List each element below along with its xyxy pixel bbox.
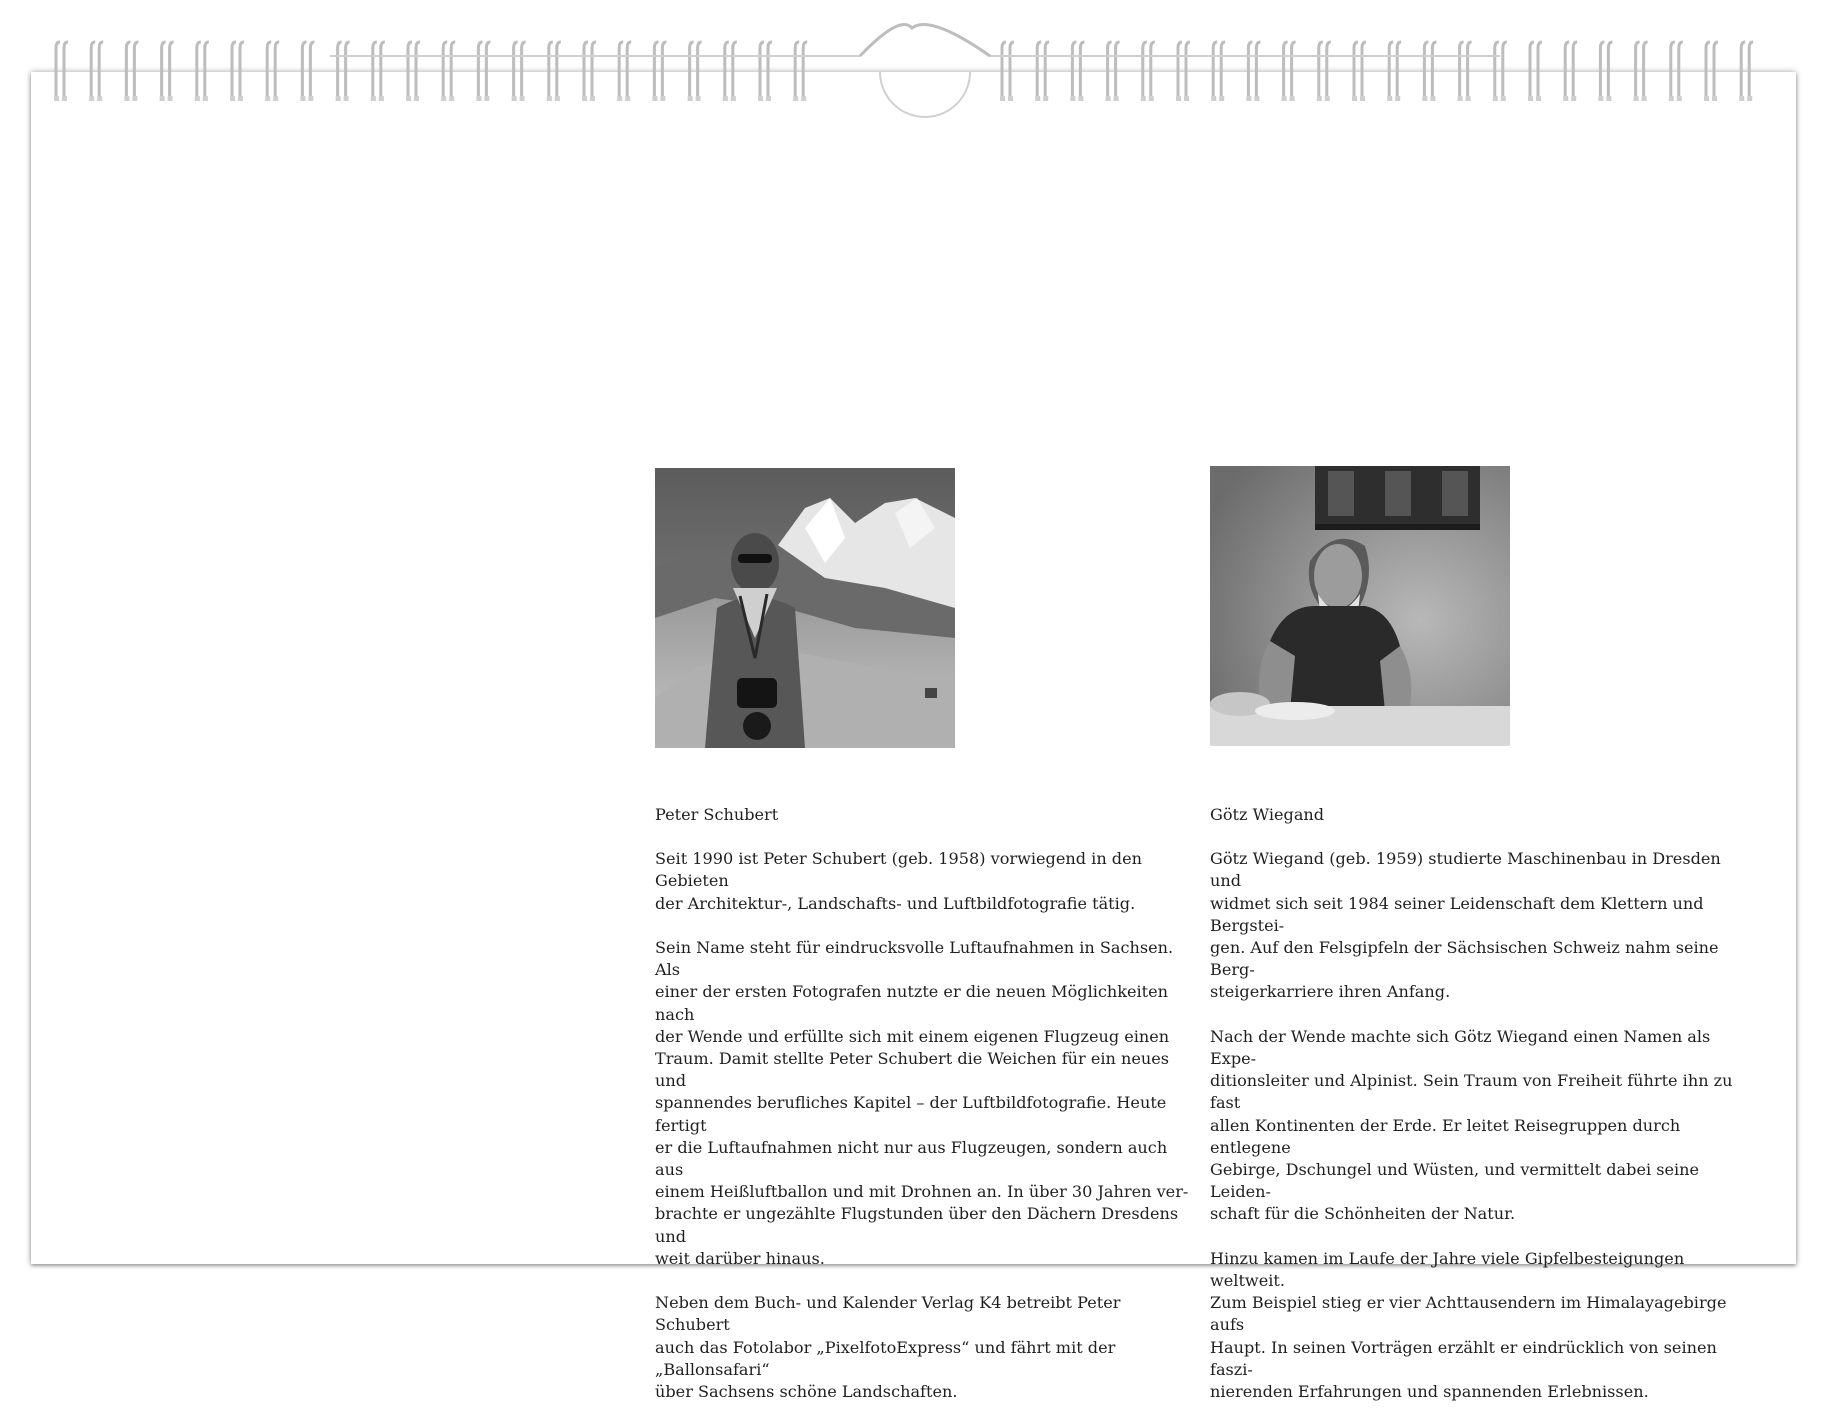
spiral-ring-icon [547, 42, 561, 101]
spiral-ring-icon [54, 42, 68, 101]
spiral-ring-icon [1282, 42, 1296, 101]
spiral-ring-icon [1035, 42, 1049, 101]
spiral-ring-icon [1739, 42, 1753, 101]
spiral-ring-icon [1598, 42, 1612, 101]
spiral-ring-icon [371, 42, 385, 101]
spiral-ring-icon [300, 42, 314, 101]
spiral-ring-icon [688, 42, 702, 101]
spiral-ring-icon [230, 42, 244, 101]
portrait-mountain-photo [655, 468, 955, 748]
spiral-ring-icon [1317, 42, 1331, 101]
spiral-ring-icon [89, 42, 103, 101]
spiral-ring-icon [406, 42, 420, 101]
spiral-ring-icon [1458, 42, 1472, 101]
spiral-ring-icon [1704, 42, 1718, 101]
spiral-ring-icon [1563, 42, 1577, 101]
spiral-ring-icon [1000, 42, 1014, 101]
spiral-ring-icon [1387, 42, 1401, 101]
spiral-ring-icon [195, 42, 209, 101]
bio-paragraph: Sein Name steht für eindrucksvolle Luftaufnahmen in Sachsen. Als einer der ersten Fotografen nutzte er die neuen Möglichkeiten nach der Wende und erfüllte sich mit einem eigenen Flugzeug einen Traum. Damit stellte Peter Schubert die Weichen für ein neues und spannendes berufliches Kapitel – der Luftbildfotografie. Heute fertigt er die Luftaufnahmen nicht nur aus Flugzeugen, sondern auch aus einem Heißluftballon und mit Drohnen an. In über 30 Jahren ver- brachte er ungezählte Flugstunden über den Dächern Dresdens und weit darüber hinaus. [655, 938, 1189, 1268]
spiral-binding-icon [0, 0, 1825, 120]
bio-paragraph: Hinzu kamen im Laufe der Jahre viele Gipfelbesteigungen weltweit. Zum Beispiel stieg er vier Achttausendern im Himalayagebirge aufs Haupt. In seinen Vorträgen erzählt er eindrücklich von seinen faszi- nierenden Erfahrungen und spannenden Erlebnissen. [1210, 1248, 1727, 1402]
spiral-ring-icon [652, 42, 666, 101]
spiral-ring-icon [1106, 42, 1120, 101]
spiral-ring-icon [758, 42, 772, 101]
spiral-ring-icon [1352, 42, 1366, 101]
spiral-ring-icon [1176, 42, 1190, 101]
bio-paragraph: Neben dem Buch- und Kalender Verlag K4 betreibt Peter Schubert auch das Fotolabor „PixelfotoExpress“ und fährt mit der „Ballonsafari“ über Sachsens schöne Landschaften. [655, 1293, 1121, 1402]
spiral-ring-icon [1211, 42, 1225, 101]
spiral-ring-icon [1634, 42, 1648, 101]
spiral-ring-icon [1070, 42, 1084, 101]
photographer-name: Peter Schubert [655, 805, 779, 824]
spiral-ring-icon [1528, 42, 1542, 101]
spiral-ring-icon [124, 42, 138, 101]
spiral-ring-icon [1493, 42, 1507, 101]
spiral-ring-icon [617, 42, 631, 101]
spiral-ring-icon [160, 42, 174, 101]
bio-peter-schubert [655, 804, 1195, 1425]
bio-goetz-wiegand [1210, 804, 1750, 1425]
spiral-ring-icon [265, 42, 279, 101]
sheet-notch-icon [880, 72, 970, 117]
spiral-ring-icon [1246, 42, 1260, 101]
spiral-ring-icon [582, 42, 596, 101]
bio-paragraph: Seit 1990 ist Peter Schubert (geb. 1958) vorwiegend in den Gebieten der Architektur-, Landschafts- und Luftbildfotografie tätig. [655, 849, 1142, 913]
bio-paragraph: Götz Wiegand (geb. 1959) studierte Maschinenbau in Dresden und widmet sich seit 1984 seiner Leidenschaft dem Klettern und Bergstei- gen. Auf den Felsgipfeln der Sächsischen Schweiz nahm seine Berg- steigerkarriere ihren Anfang. [1210, 849, 1721, 1002]
spiral-ring-icon [793, 42, 807, 101]
spiral-ring-icon [1141, 42, 1155, 101]
spiral-ring-icon [723, 42, 737, 101]
bio-paragraph: Nach der Wende machte sich Götz Wiegand einen Namen als Expe- ditionsleiter und Alpinist. Sein Traum von Freiheit führte ihn zu fast allen Kontinenten der Erde. Er leitet Reisegruppen durch entlegene Gebirge, Dschungel und Wüsten, und vermittelt dabei seine Leiden- schaft für die Schönheiten der Natur. [1210, 1026, 1733, 1224]
hanger-notch-icon [860, 25, 990, 57]
photographer-name: Götz Wiegand [1210, 805, 1325, 824]
spiral-ring-icon [476, 42, 490, 101]
portrait-indoor-photo [1210, 466, 1510, 746]
spiral-ring-icon [441, 42, 455, 101]
spiral-ring-icon [512, 42, 526, 101]
spiral-ring-icon [1669, 42, 1683, 101]
spiral-ring-icon [336, 42, 350, 101]
spiral-ring-icon [1422, 42, 1436, 101]
